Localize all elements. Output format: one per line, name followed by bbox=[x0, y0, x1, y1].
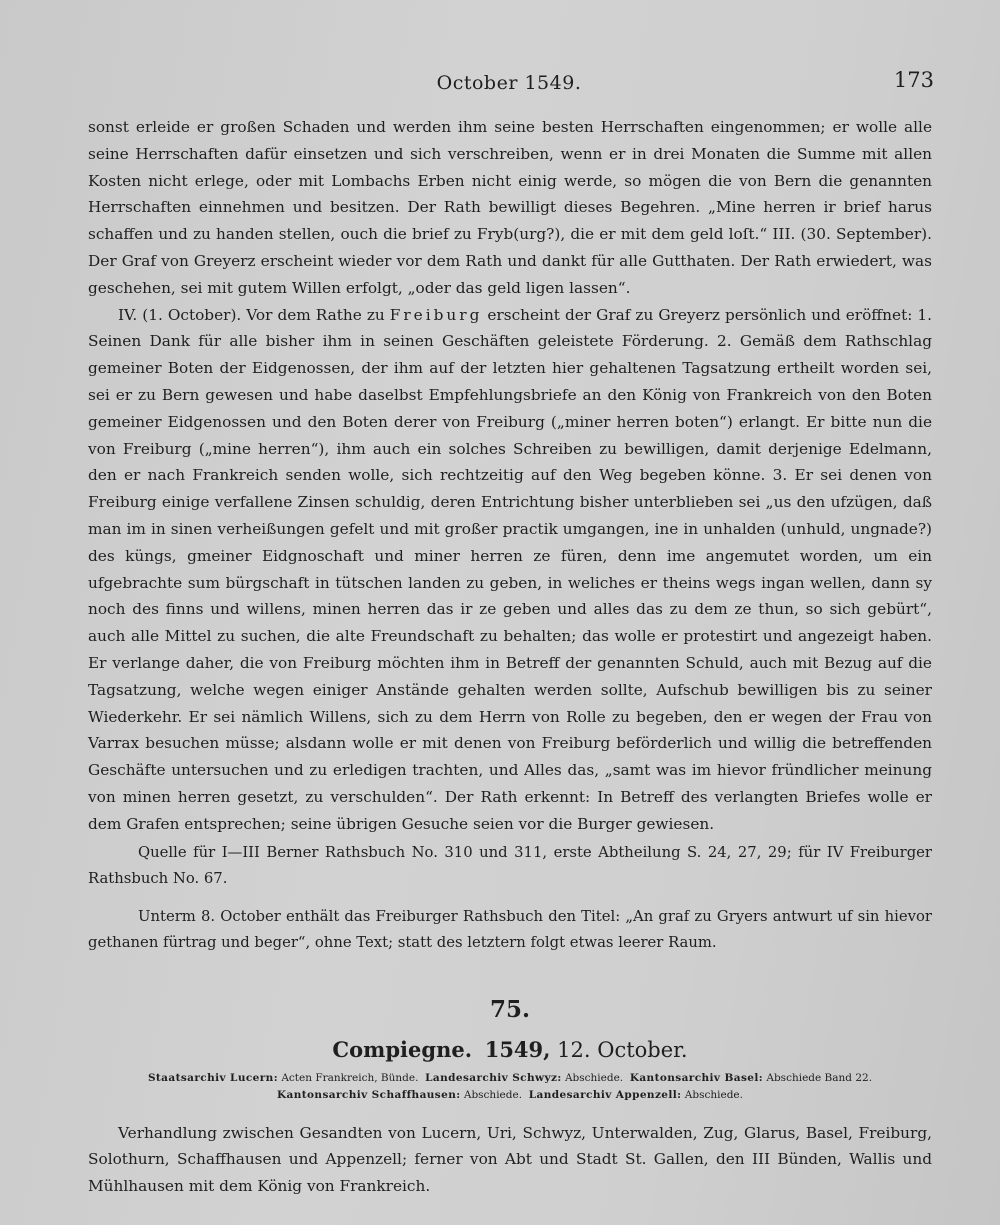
archive-line-1 bbox=[88, 1070, 932, 1087]
document-summary: Verhandlung zwischen Gesandten von Lucern, Uri, Schwyz, Unterwalden, Zug, Glarus, Basel, Freiburg, Solothurn, Schaffhausen und Appenzell; ferner von Abt und Stadt St. Gallen, den III Bünden, Wallis und Mühlhausen mit dem König von Frankreich. bbox=[88, 1123, 932, 1196]
archive-text: Abschiede. bbox=[564, 1071, 624, 1084]
paragraph-section-iv bbox=[88, 302, 932, 838]
running-title: October 1549. bbox=[436, 72, 582, 94]
paragraph-continuation: sonst erleide er großen Schaden und werden ihm seine besten Herrschaften eingenommen; er wolle alle seine Herrschaften dafür einsetzen und sich verschreiben, wenn er in drei Monaten die Summe mit allen Kosten nicht erlege, oder mit Lombachs Erben nicht einig werde, so mögen die von Bern die genannten Herrschaften einnehmen und besitzen. Der Rath bewilligt dieses Begehren. „Mine herren ir brief harus schaffen und zu handen stellen, ouch die brief zu Fryb(urg?), die er mit dem geld loſt.“ III. (30. September). Der Graf von Greyerz erscheint wieder vor dem Rath und dankt für alle Gutthaten. Der Rath erwiedert, was geschehen, sei mit gutem Willen erfolgt, „oder das geld ligen lassen“. bbox=[88, 118, 932, 297]
archive-text: Abschiede. bbox=[463, 1088, 523, 1101]
archive-references bbox=[88, 1070, 932, 1104]
archive-label: Staatsarchiv Lucern: bbox=[147, 1071, 278, 1084]
running-header bbox=[88, 62, 934, 102]
section-iv-rest: erscheint der Graf zu Greyerz persönlich und eröffnet: 1. Seinen Dank für alle bisher ihm in seinen Geschäften geleistete Förderung. 2. Gemäß dem Rathschlag gemeiner Boten der Eidgenossen, der ihm auf der letzten hier gehaltenen Tagsatzung ertheilt worden sei, sei er zu Bern gewesen und habe daselbst Empfehlungsbriefe an den König von Frankreich von den Boten gemeiner Eidgenossen und den Boten derer von Freiburg („miner herren boten“) erlangt. Er bitte nun die von Freiburg („mine herren“), ihm auch ein solches Schreiben zu bewilligen, damit derjenige Edelmann, den er nach Frankreich senden wolle, sich rechtzeitig auf den Weg begeben könne. 3. Er sei denen von Freiburg einige verfallene Zinsen schuldig, deren Entrichtung bisher unterblieben sei „us den ufzügen, daß man im in sinen verheißungen gefelt und mit großer practik umgangen, ine in unhalden (unhuld, ungnade?) des küngs, gmeiner Eidgnoschaft und miner herren ze füren, denn ime angemutet worden, um ein ufgebrachte sum bürgschaft in tütschen landen zu geben, in weliches er theins wegs ingan wellen, dann sy noch des finns und willens, minen herren das ir ze geben und alles das zu dem ze thun, so sich gebürt“, auch alle Mittel zu suchen, die alte Freundschaft zu behalten; das wolle er protestirt und angezeigt haben. Er verlange daher, die von Freiburg möchten ihm in Betreff der genannten Schuld, auch mit Bezug auf die Tagsatzung, welche wegen einiger Anstände gehalten werden sollte, Aufschub bewilligen bis zu seiner Wiederkehr. Er sei nämlich Willens, sich zu dem Herrn von Rolle zu begeben, den er wegen der Frau von Varrax besuchen müsse; alsdann wolle er mit denen von Freiburg beförderlich und willig die betreffenden Geschäfte untersuchen und zu erledigen trachten, und Alles das, „samt was im hievor fründlicher meinung von minen herren gesetzt, zu verschulden“. Der Rath erkennt: In Betreff des verlangten Briefes wolle er dem Grafen entsprechen; seine übrigen Gesuche seien vor die Burger gewiesen. bbox=[88, 305, 932, 833]
page-number: 173 bbox=[893, 68, 934, 92]
source-note-1: Quelle für I—III Berner Rathsbuch No. 310 und 311, erste Abtheilung S. 24, 27, 29; für IV Freiburger Rathsbuch No. 67. bbox=[88, 843, 932, 887]
document-place: Compiegne. bbox=[332, 1036, 473, 1062]
document-date: 12. October. bbox=[557, 1037, 688, 1062]
archive-label: Kantonsarchiv Schaffhausen: bbox=[277, 1088, 461, 1101]
archive-label: Kantonsarchiv Basel: bbox=[629, 1071, 764, 1084]
place-freiburg: Freiburg bbox=[389, 305, 483, 324]
document-heading bbox=[88, 1037, 932, 1062]
source-note-2: Unterm 8. October enthält das Freiburger Rathsbuch den Titel: „An graf zu Gryers antwurt uf sin hievor gethanen fürtrag und beger“, ohne Text; statt des letztern folgt etwas leerer Raum. bbox=[88, 907, 932, 951]
archive-label: Landesarchiv Appenzell: bbox=[528, 1088, 682, 1101]
source-notes bbox=[88, 840, 932, 956]
archive-text: Abschiede. bbox=[684, 1088, 743, 1101]
archive-text: Abschiede Band 22. bbox=[766, 1071, 873, 1084]
archive-line-2 bbox=[88, 1087, 932, 1104]
main-text bbox=[88, 114, 932, 838]
archive-text: Acten Frankreich, Bünde. bbox=[281, 1071, 419, 1084]
archive-label: Landesarchiv Schwyz: bbox=[425, 1071, 562, 1084]
document-year: 1549, bbox=[484, 1036, 551, 1062]
section-iv-start: IV. (1. October). Vor dem Rathe zu bbox=[118, 305, 385, 324]
document-number: 75. bbox=[489, 995, 530, 1023]
